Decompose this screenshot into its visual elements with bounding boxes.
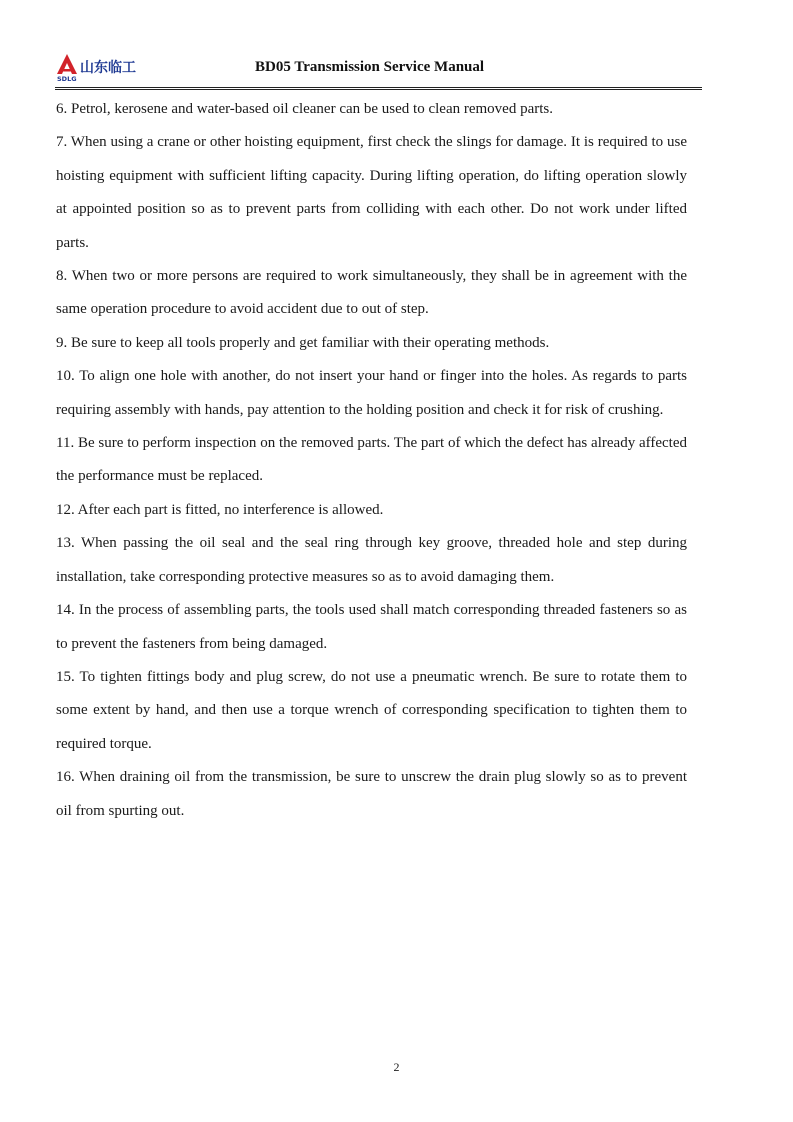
instruction-item-12: 12. After each part is fitted, no interference is allowed. <box>56 501 384 518</box>
sdlg-logo <box>55 52 165 82</box>
brand-chinese-text: 山东临工 <box>80 60 136 76</box>
instruction-item-13: 13. When passing the oil seal and the seal ring through key groove, threaded hole and step during installation, take corresponding protective measures so as to avoid damaging them. <box>56 535 687 585</box>
instruction-list <box>56 93 687 828</box>
instruction-item-7: 7. When using a crane or other hoisting equipment, first check the slings for damage. It is required to use hoisting equipment with sufficient lifting capacity. During lifting operation, do lifting operation slowly at appointed position so as to prevent parts from colliding with each other. Do not work under lifted parts. <box>56 134 687 251</box>
instruction-item-10: 10. To align one hole with another, do not insert your hand or finger into the holes. As regards to parts requiring assembly with hands, pay attention to the holding position and check it for risk of crushing. <box>56 368 687 418</box>
instruction-item-8: 8. When two or more persons are required to work simultaneously, they shall be in agreement with the same operation procedure to avoid accident due to out of step. <box>56 268 687 318</box>
header-divider-secondary <box>55 89 702 90</box>
instruction-item-11: 11. Be sure to perform inspection on the removed parts. The part of which the defect has already affected the performance must be replaced. <box>56 435 687 485</box>
instruction-item-14: 14. In the process of assembling parts, the tools used shall match corresponding threaded fasteners so as to prevent the fasteners from being damaged. <box>56 602 687 652</box>
instruction-item-16: 16. When draining oil from the transmission, be sure to unscrew the drain plug slowly so as to prevent oil from spurting out. <box>56 769 687 819</box>
instruction-item-6: 6. Petrol, kerosene and water-based oil cleaner can be used to clean removed parts. <box>56 101 553 117</box>
page-number: 2 <box>393 1060 400 1074</box>
brand-sub-text: SDLG <box>57 75 77 82</box>
manual-title: BD05 Transmission Service Manual <box>255 59 485 75</box>
instruction-item-9: 9. Be sure to keep all tools properly and get familiar with their operating methods. <box>56 334 550 351</box>
instruction-item-15: 15. To tighten fittings body and plug screw, do not use a pneumatic wrench. Be sure to rotate them to some extent by hand, and then use a torque wrench of corresponding specification to tighten them to required torque. <box>56 668 687 752</box>
page-header <box>55 50 702 88</box>
header-divider <box>55 87 702 88</box>
